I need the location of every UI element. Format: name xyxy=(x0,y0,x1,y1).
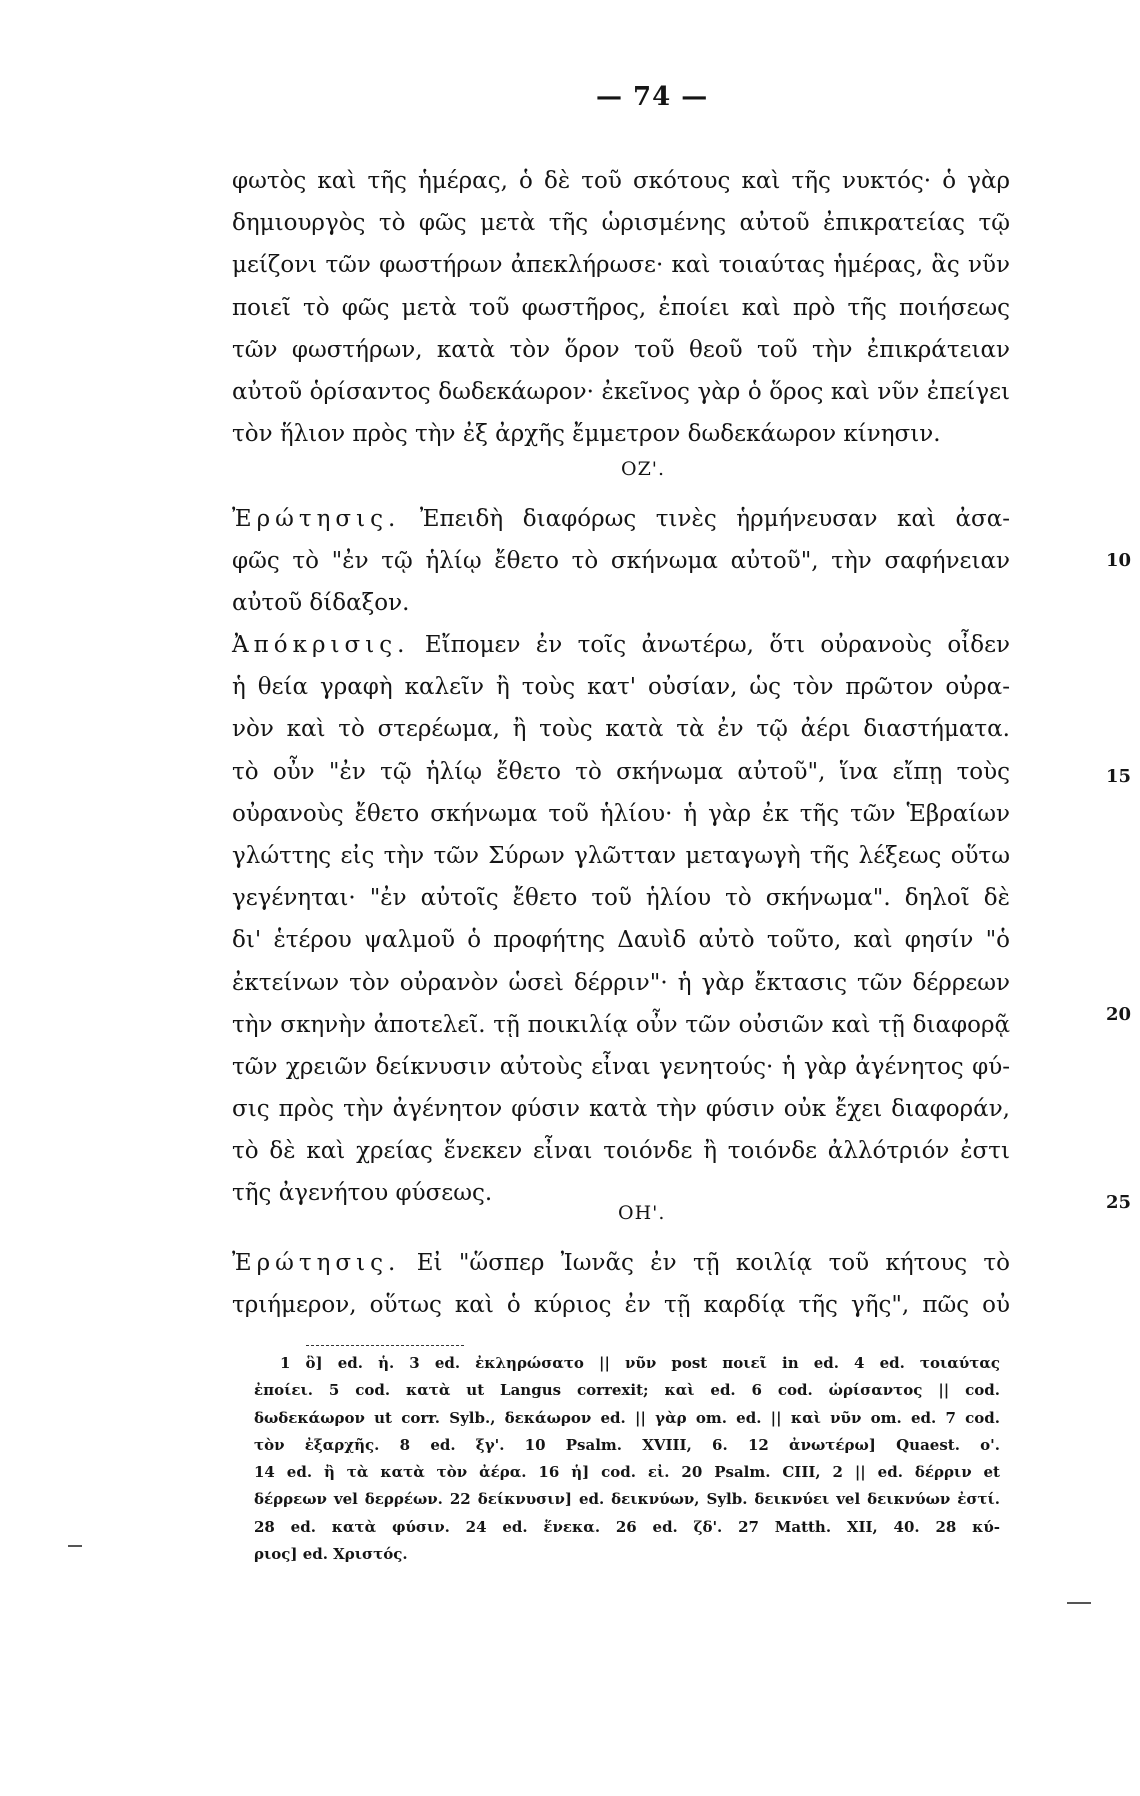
text-line: σις πρὸς τὴν ἀγένητον φύσιν κατὰ τὴν φύσιν οὐκ ἔχει διαφοράν, xyxy=(232,1096,1010,1123)
footnote-line: 14 ed. ἢ τὰ κατὰ τὸν ἀέρα. 16 ἡ] cod. εἰ. 20 Psalm. CIII, 2 || ed. δέρριν et xyxy=(254,1463,1000,1482)
text-line: φωτὸς καὶ τῆς ἡμέρας, ὁ δὲ τοῦ σκότους καὶ τῆς νυκτός· ὁ γὰρ xyxy=(232,168,1010,194)
page-number: — 74 — xyxy=(596,82,709,112)
question-label: Ἐρώτησις. xyxy=(232,506,401,532)
page-edge-mark xyxy=(68,1545,82,1547)
footnote-line: ἐποίει. 5 cod. κατὰ ut Langus correxit; καὶ ed. 6 cod. ὡρίσαντος || cod. xyxy=(254,1381,1000,1400)
text-line: δημιουργὸς τὸ φῶς μετὰ τῆς ὡρισμένης αὐτοῦ ἐπικρατείας τῷ xyxy=(232,210,1010,237)
text-line: τὸ οὖν "ἐν τῷ ἡλίῳ ἔθετο τὸ σκήνωμα αὐτοῦ", ἵνα εἴπῃ τοὺς xyxy=(232,758,1010,785)
text-line xyxy=(232,498,1010,540)
text-line: οὐρανοὺς ἔθετο σκήνωμα τοῦ ἡλίου· ἡ γὰρ ἐκ τῆς τῶν Ἑβραίων xyxy=(232,800,1010,827)
margin-line-number: 25 xyxy=(1106,1192,1132,1213)
margin-line-number: 10 xyxy=(1106,550,1132,571)
margin-line-number: 20 xyxy=(1106,1004,1132,1025)
footnote-line: ριος] ed. Χριστός. xyxy=(254,1545,408,1564)
question-paragraph xyxy=(232,1242,1010,1326)
paragraph-continuation xyxy=(232,160,1010,455)
text-line: τῶν χρειῶν δείκνυσιν αὐτοὺς εἶναι γενητούς· ἡ γὰρ ἀγένητος φύ- xyxy=(232,1053,1010,1080)
text-line: τὸ δὲ καὶ χρείας ἕνεκεν εἶναι τοιόνδε ἢ τοιόνδε ἀλλότριόν ἐστι xyxy=(232,1138,1010,1165)
text-line: φῶς τὸ "ἐν τῷ ἡλίῳ ἔθετο τὸ σκήνωμα αὐτοῦ", τὴν σαφήνειαν xyxy=(232,548,1010,575)
answer-label: Ἀπόκρισις. xyxy=(232,632,410,658)
text-line xyxy=(232,1242,1010,1284)
footnote-line: τὸν ἐξαρχῆς. 8 ed. ξγ'. 10 Psalm. XVIII, 6. 12 ἀνωτέρω] Quaest. ο'. xyxy=(254,1435,1000,1454)
section-heading: ΟΖ'. xyxy=(621,458,666,480)
text-line: τῶν φωστήρων, κατὰ τὸν ὅρον τοῦ θεοῦ τοῦ τὴν ἐπικράτειαν xyxy=(232,336,1010,363)
footnote-line: 28 ed. κατὰ φύσιν. 24 ed. ἕνεκα. 26 ed. ζδ'. 27 Matth. XII, 40. 28 κύ- xyxy=(254,1517,1000,1536)
section-heading: ΟΗ'. xyxy=(618,1202,666,1224)
question-label: Ἐρώτησις. xyxy=(232,1250,401,1276)
line-text: Εἴπομεν ἐν τοῖς ἀνωτέρω, ὅτι οὐρανοὺς οἶδεν xyxy=(424,632,1011,658)
text-line: νὸν καὶ τὸ στερέωμα, ἢ τοὺς κατὰ τὰ ἐν τῷ ἀέρι διαστήματα. xyxy=(232,716,1010,743)
text-line: δι' ἑτέρου ψαλμοῦ ὁ προφήτης Δαυὶδ αὐτὸ τοῦτο, καὶ φησίν "ὁ xyxy=(232,927,1010,954)
text-line: τὸν ἥλιον πρὸς τὴν ἐξ ἀρχῆς ἔμμετρον δωδεκάωρον κίνησιν. xyxy=(232,421,941,448)
text-line: γλώττης εἰς τὴν τῶν Σύρων γλῶτταν μεταγωγὴ τῆς λέξεως οὕτω xyxy=(232,842,1010,869)
text-line: γεγένηται· "ἐν αὐτοῖς ἔθετο τοῦ ἡλίου τὸ σκήνωμα". δηλοῖ δὲ xyxy=(232,885,1010,912)
answer-paragraph xyxy=(232,624,1010,1215)
text-line: τριήμερον, οὕτως καὶ ὁ κύριος ἐν τῇ καρδίᾳ τῆς γῆς", πῶς οὐ xyxy=(232,1292,1010,1319)
footnote-line: 1 ὃ] ed. ἡ. 3 ed. ἐκληρώσατο || νῦν post ποιεῖ in ed. 4 ed. τοιαύτας xyxy=(280,1354,1000,1372)
text-line: ποιεῖ τὸ φῶς μετὰ τοῦ φωστῆρος, ἐποίει καὶ πρὸ τῆς ποιήσεως xyxy=(232,294,1010,321)
margin-line-number: 15 xyxy=(1106,766,1132,787)
text-line: τῆς ἀγενήτου φύσεως. xyxy=(232,1180,493,1207)
text-line: αὐτοῦ ὁρίσαντος δωδεκάωρον· ἐκεῖνος γὰρ ὁ ὅρος καὶ νῦν ἐπείγει xyxy=(232,378,1010,405)
line-text: Εἰ "ὥσπερ Ἰωνᾶς ἐν τῇ κοιλίᾳ τοῦ κήτους τὸ xyxy=(416,1250,1011,1276)
footnotes xyxy=(254,1350,1000,1568)
footnote-divider xyxy=(306,1345,464,1346)
text-line: ἡ θεία γραφὴ καλεῖν ἢ τοὺς κατ' οὐσίαν, ὡς τὸν πρῶτον οὐρα- xyxy=(232,674,1010,701)
text-line: τὴν σκηνὴν ἀποτελεῖ. τῇ ποικιλίᾳ οὖν τῶν οὐσιῶν καὶ τῇ διαφορᾷ xyxy=(232,1011,1010,1038)
text-line: αὐτοῦ δίδαξον. xyxy=(232,590,410,617)
footnote-line: δέρρεων vel δερρέων. 22 δείκνυσιν] ed. δεικνύων, Sylb. δεικνύει vel δεικνύων ἐστί. xyxy=(254,1490,1000,1509)
text-line xyxy=(232,624,1010,666)
text-line: μείζονι τῶν φωστήρων ἀπεκλήρωσε· καὶ τοιαύτας ἡμέρας, ἃς νῦν xyxy=(232,252,1010,279)
text-line: ἐκτείνων τὸν οὐρανὸν ὡσεὶ δέρριν"· ἡ γὰρ ἔκτασις τῶν δέρρεων xyxy=(232,969,1010,996)
page-edge-mark xyxy=(1067,1602,1091,1604)
question-paragraph xyxy=(232,498,1010,625)
line-text: Ἐπειδὴ διαφόρως τινὲς ἡρμήνευσαν καὶ ἀσα- xyxy=(419,506,1010,532)
footnote-line: δωδεκάωρον ut corr. Sylb., δεκάωρον ed. || γὰρ om. ed. || καὶ νῦν om. ed. 7 cod. xyxy=(254,1408,1000,1427)
